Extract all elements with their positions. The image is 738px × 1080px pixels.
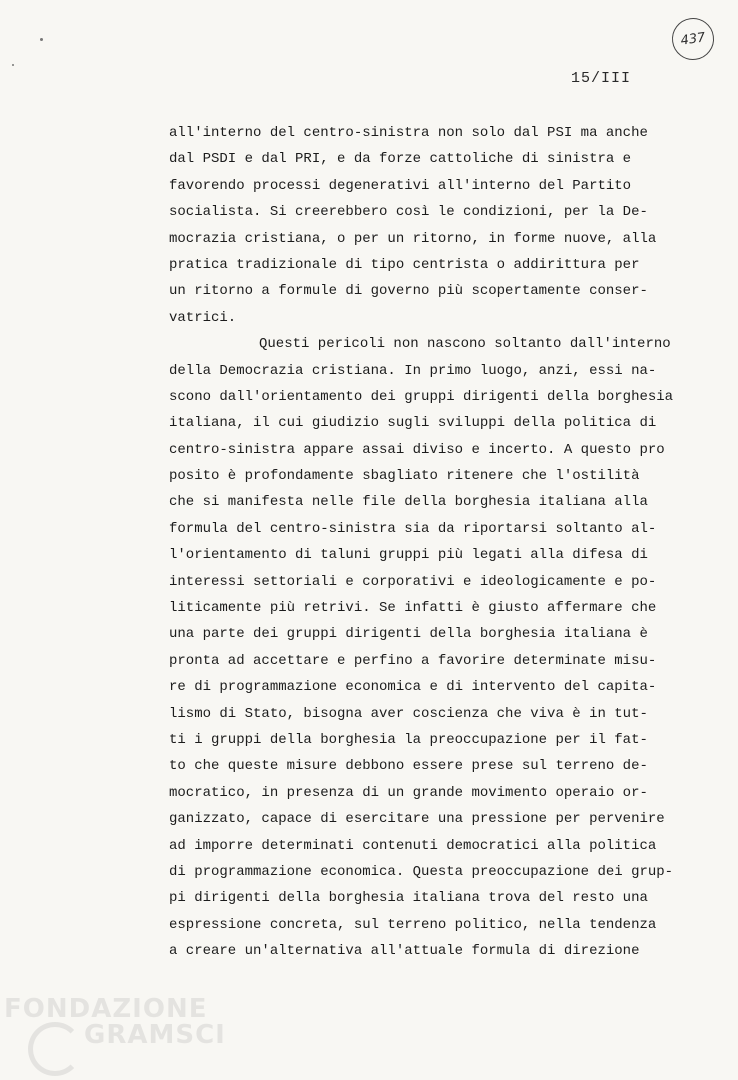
- text-line: posito è profondamente sbagliato ritenere che l'ostilità: [169, 468, 640, 485]
- text-line: centro-sinistra appare assai diviso e incerto. A questo pro: [169, 441, 665, 458]
- text-line: favorendo processi degenerativi all'interno del Partito: [169, 177, 632, 194]
- archive-number-stamp: [669, 15, 716, 62]
- text-line: a creare un'alternativa all'attuale formula di direzione: [169, 943, 640, 960]
- text-line: pi dirigenti della borghesia italiana trova del resto una: [169, 890, 648, 907]
- text-line: liticamente più retrivi. Se infatti è giusto affermare che: [169, 600, 657, 617]
- paper-speck: [40, 38, 43, 41]
- text-line: espressione concreta, sul terreno politico, nella tendenza: [169, 916, 657, 933]
- text-line: formula del centro-sinistra sia da riportarsi soltanto al-: [169, 520, 657, 537]
- text-line: pronta ad accettare e perfino a favorire determinate misu-: [169, 652, 657, 669]
- text-line: ti i gruppi della borghesia la preoccupazione per il fat-: [169, 731, 648, 748]
- text-line: dal PSDI e dal PRI, e da forze cattoliche di sinistra e: [169, 151, 632, 168]
- text-line: italiana, il cui giudizio sugli sviluppi della politica di: [169, 415, 657, 432]
- text-line: re di programmazione economica e di intervento del capita-: [169, 679, 657, 696]
- text-line: una parte dei gruppi dirigenti della borghesia italiana è: [169, 626, 648, 643]
- text-line: pratica tradizionale di tipo centrista o addirittura per: [169, 256, 640, 273]
- text-line: vatrici.: [169, 309, 237, 326]
- watermark-line-1: FONDAZIONE: [4, 994, 208, 1024]
- archive-number: 437: [679, 29, 707, 49]
- text-line: scono dall'orientamento dei gruppi dirigenti della borghesia: [169, 388, 674, 405]
- typed-text-body: [169, 120, 701, 965]
- watermark: [4, 996, 226, 1048]
- page-number: 15/III: [571, 70, 632, 87]
- paper-speck: [12, 64, 14, 66]
- text-line: to che queste misure debbono essere prese sul terreno de-: [169, 758, 648, 775]
- text-line: che si manifesta nelle file della borghesia italiana alla: [169, 494, 648, 511]
- text-line: all'interno del centro-sinistra non solo dal PSI ma anche: [169, 125, 648, 141]
- text-line: interessi settoriali e corporativi e ideologicamente e po-: [169, 573, 657, 590]
- text-line: socialista. Si creerebbero così le condizioni, per la De-: [169, 204, 648, 221]
- text-line: mocrazia cristiana, o per un ritorno, in forme nuove, alla: [169, 230, 657, 247]
- text-line: l'orientamento di taluni gruppi più legati alla difesa di: [169, 547, 648, 564]
- text-line: ganizzato, capace di esercitare una pressione per pervenire: [169, 811, 665, 828]
- text-line: un ritorno a formule di governo più scopertamente conser-: [169, 283, 648, 300]
- text-line: della Democrazia cristiana. In primo luogo, anzi, essi na-: [169, 362, 657, 379]
- watermark-line-2: GRAMSCI: [84, 1020, 226, 1050]
- text-line: di programmazione economica. Questa preoccupazione dei grup-: [169, 863, 674, 880]
- paragraph-start-line: Questi pericoli non nascono soltanto dall'interno: [259, 336, 671, 353]
- text-line: mocratico, in presenza di un grande movimento operaio or-: [169, 784, 648, 801]
- text-line: ad imporre determinati contenuti democratici alla politica: [169, 837, 657, 854]
- text-line: lismo di Stato, bisogna aver coscienza che viva è in tut-: [169, 705, 648, 722]
